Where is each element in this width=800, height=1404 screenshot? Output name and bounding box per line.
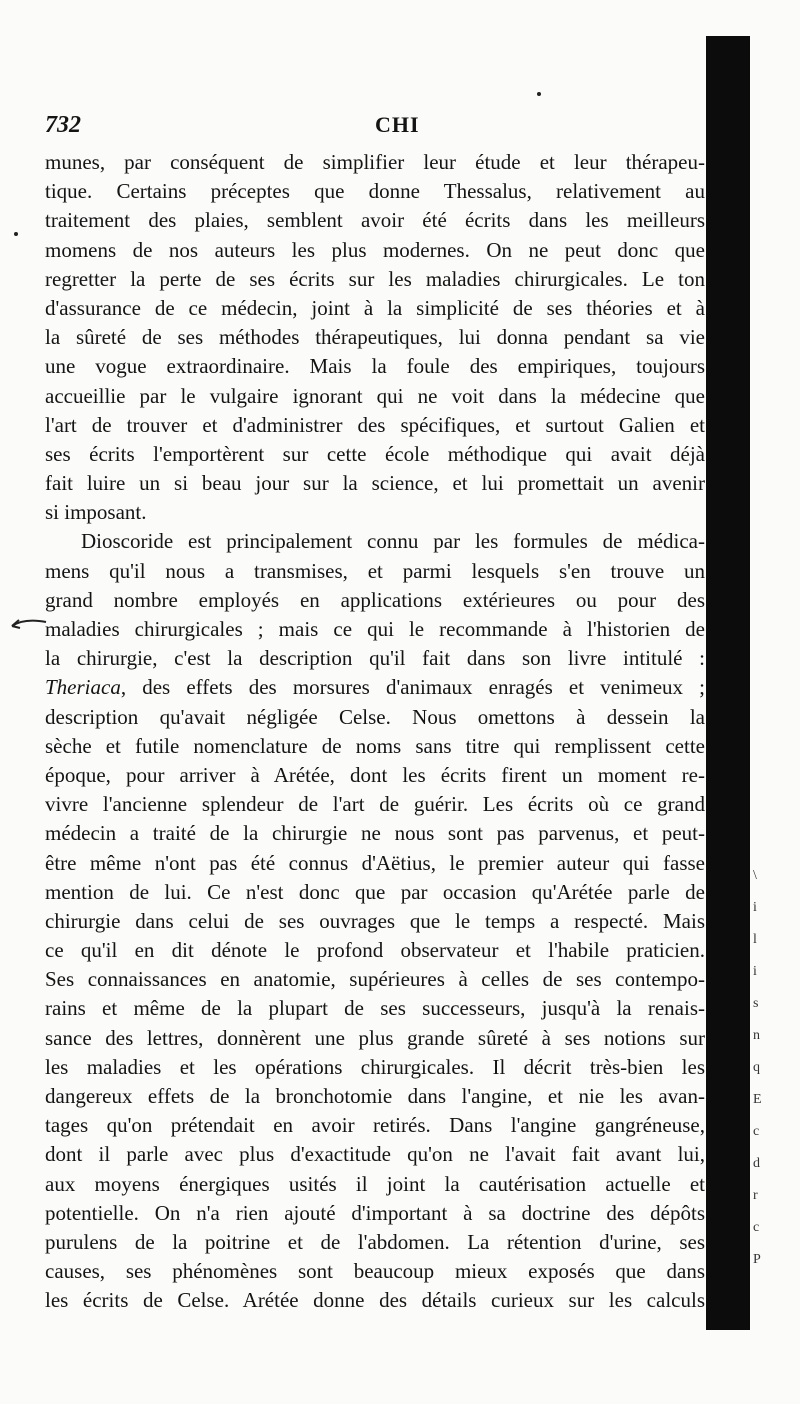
text-line: chirurgie dans celui de ses ouvrages que le temps a respecté. Mais bbox=[45, 908, 705, 933]
edge-mark: c bbox=[753, 1124, 760, 1139]
text-line: la chirurgie, c'est la description qu'il fait dans son livre intitulé : bbox=[45, 646, 705, 671]
text-line: aux moyens énergiques usités il joint la cautérisation actuelle et bbox=[45, 1171, 705, 1196]
margin-arrow-mark bbox=[10, 614, 48, 632]
edge-mark: n bbox=[753, 1028, 760, 1043]
text-line: la sûreté de ses méthodes thérapeutiques, lui donna pendant sa vie bbox=[45, 325, 705, 350]
text-line: Ses connaissances en anatomie, supérieures à celles de ses contempo- bbox=[45, 967, 705, 992]
text-line: rains et même de la plupart de ses successeurs, jusqu'à la renais- bbox=[45, 996, 705, 1021]
edge-mark: s bbox=[753, 996, 759, 1011]
edge-mark: q bbox=[753, 1060, 760, 1075]
text-line: Dioscoride est principalement connu par les formules de médica- bbox=[81, 529, 705, 554]
text-line: mention de lui. Ce n'est donc que par occasion qu'Arétée parle de bbox=[45, 879, 705, 904]
text-line: Theriaca, des effets des morsures d'animaux enragés et venimeux ; bbox=[45, 675, 705, 700]
paragraph-thessalus bbox=[45, 148, 705, 527]
ink-speck bbox=[537, 92, 541, 96]
text-line: mens qu'il nous a transmises, et parmi lesquels s'en trouve un bbox=[45, 558, 705, 583]
text-line: tages qu'on prétendait en avoir retirés. Dans l'angine gangréneuse, bbox=[45, 1113, 705, 1138]
text-line: les écrits de Celse. Arétée donne des détails curieux sur les calculs bbox=[45, 1288, 705, 1313]
body-text bbox=[45, 148, 705, 1316]
edge-mark: i bbox=[753, 900, 757, 915]
edge-mark: r bbox=[753, 1188, 758, 1203]
text-line: d'assurance de ce médecin, joint à la simplicité de ses théories et à bbox=[45, 295, 705, 320]
text-line: être même n'ont pas été connus d'Aëtius, le premier auteur qui fasse bbox=[45, 850, 705, 875]
edge-mark: l bbox=[753, 932, 757, 947]
text-line: munes, par conséquent de simplifier leur étude et leur thérapeu- bbox=[45, 150, 705, 174]
text-line: médecin a traité de la chirurgie ne nous sont pas parvenus, et peut- bbox=[45, 821, 705, 846]
ink-speck bbox=[14, 232, 18, 236]
paragraph-dioscoride bbox=[45, 527, 705, 1315]
text-line: si imposant. bbox=[45, 500, 147, 525]
book-title: Theriaca bbox=[45, 675, 121, 700]
page-header bbox=[45, 112, 705, 146]
edge-mark: E bbox=[753, 1092, 762, 1107]
text-line: l'art de trouver et d'administrer des spécifiques, et surtout Galien et bbox=[45, 412, 705, 437]
text-line: maladies chirurgicales ; mais ce qui le recommande à l'historien de bbox=[45, 617, 705, 641]
edge-mark: i bbox=[753, 964, 757, 979]
facing-page-edge-marks bbox=[753, 860, 783, 1276]
text-line: époque, pour arriver à Arétée, dont les écrits firent un moment re- bbox=[45, 762, 705, 787]
text-line: sèche et futile nomenclature de noms sans titre qui remplissent cette bbox=[45, 733, 705, 758]
edge-mark: d bbox=[753, 1156, 760, 1171]
edge-mark: \ bbox=[753, 868, 757, 883]
text-line: tique. Certains préceptes que donne Thessalus, relativement au bbox=[45, 179, 705, 204]
text-line: ses écrits l'emportèrent sur cette école méthodique qui avait déjà bbox=[45, 441, 705, 466]
text-line: traitement des plaies, semblent avoir été écrits dans les meilleurs bbox=[45, 208, 705, 233]
text-line: fait luire un si beau jour sur la science, et lui promettait un avenir bbox=[45, 471, 705, 496]
text-line: ce qu'il en dit dénote le profond observateur et l'habile praticien. bbox=[45, 938, 705, 963]
text-line: potentielle. On n'a rien ajouté d'important à sa doctrine des dépôts bbox=[45, 1200, 705, 1225]
text-line: dont il parle avec plus d'exactitude qu'on ne l'avait fait avant lui, bbox=[45, 1142, 705, 1167]
text-line: une vogue extraordinaire. Mais la foule des empiriques, toujours bbox=[45, 354, 705, 379]
binding-shadow bbox=[706, 36, 750, 1330]
text-line: vivre l'ancienne splendeur de l'art de guérir. Les écrits où ce grand bbox=[45, 792, 705, 817]
page-number: 732 bbox=[45, 112, 81, 138]
text-line: les maladies et les opérations chirurgicales. Il décrit très-bien les bbox=[45, 1054, 705, 1079]
text-line: causes, ses phénomènes sont beaucoup mieux exposés que dans bbox=[45, 1259, 705, 1284]
text-line: regretter la perte de ses écrits sur les maladies chirurgicales. Le ton bbox=[45, 266, 705, 291]
text-line: purulens de la poitrine et de l'abdomen. La rétention d'urine, ses bbox=[45, 1229, 705, 1254]
text-line: grand nombre employés en applications extérieures ou pour des bbox=[45, 587, 705, 612]
text-line: momens de nos auteurs les plus modernes. On ne peut donc que bbox=[45, 237, 705, 262]
edge-mark: P bbox=[753, 1252, 761, 1267]
text-line: dangereux effets de la bronchotomie dans l'angine, et nie les avan- bbox=[45, 1084, 705, 1108]
text-line: description qu'avait négligée Celse. Nous omettons à dessein la bbox=[45, 704, 705, 729]
edge-mark: c bbox=[753, 1220, 760, 1235]
running-head: CHI bbox=[375, 112, 420, 137]
text-line: accueillie par le vulgaire ignorant qui ne voit dans la médecine que bbox=[45, 383, 705, 408]
text-line: sance des lettres, donnèrent une plus grande sûreté à ses notions sur bbox=[45, 1025, 705, 1050]
